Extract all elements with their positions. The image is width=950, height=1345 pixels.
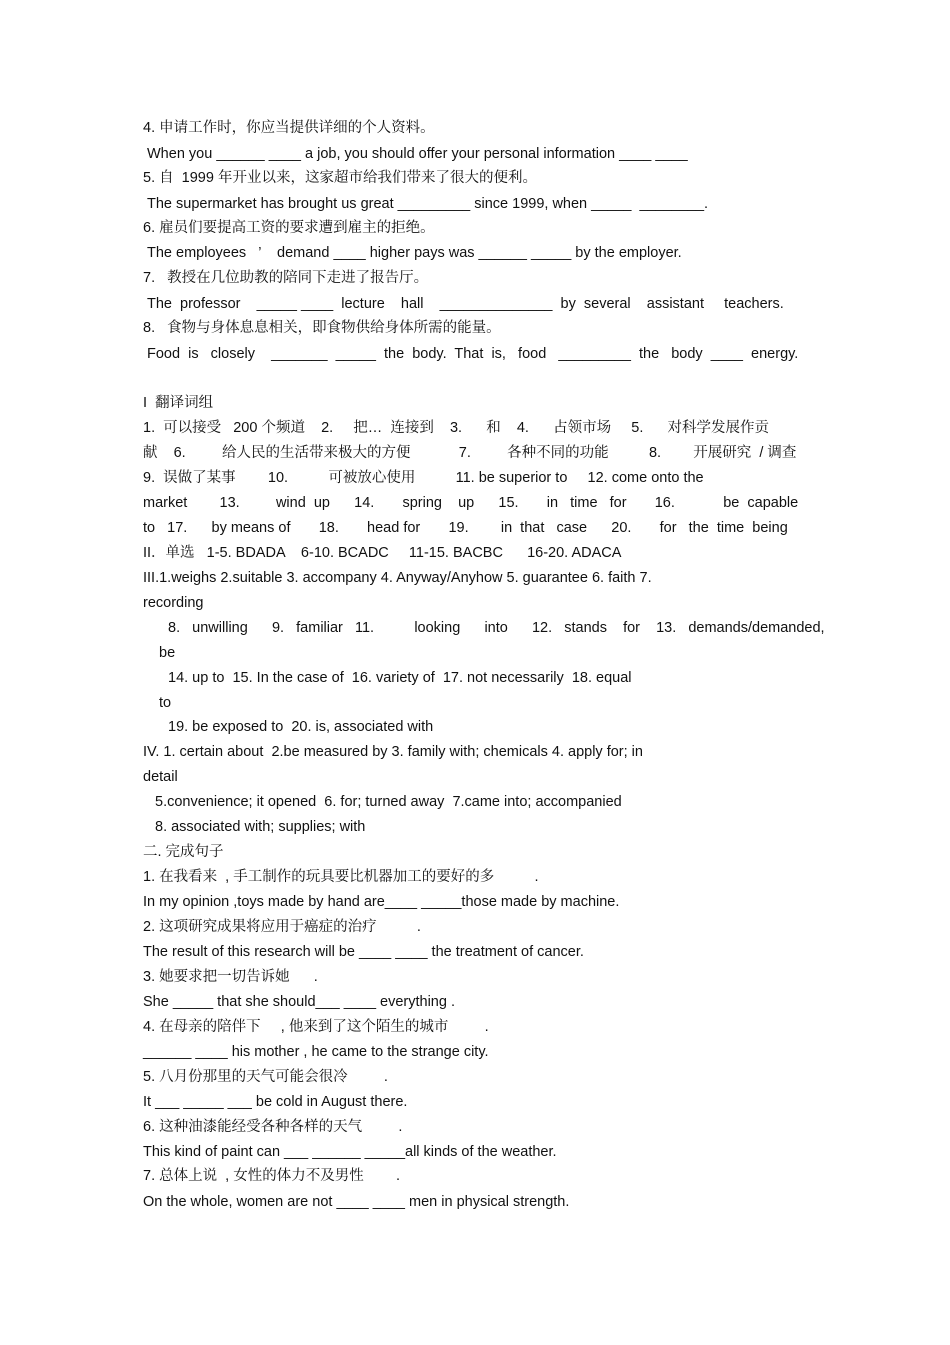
answer-line: 5.convenience; it opened 6. for; turned away 7.came into; accompanied	[155, 794, 622, 810]
sentence-6-chinese: 6. 这种油漆能经受各种各样的天气 .	[143, 1119, 403, 1135]
q7-english: The professor _____ ____ lecture hall ______________ by several assistant teachers.	[147, 296, 784, 312]
section-translate-phrases-heading: I 翻译词组	[143, 395, 214, 411]
sentence-4-english: ______ ____ his mother , he came to the strange city.	[143, 1044, 489, 1060]
q5-english: The supermarket has brought us great _________ since 1999, when _____ ________.	[147, 196, 709, 212]
sentence-7-english: On the whole, women are not ____ ____ men in physical strength.	[143, 1194, 570, 1210]
q7-chinese: 7. 教授在几位助教的陪同下走进了报告厅。	[143, 270, 429, 286]
sentence-5-chinese: 5. 八月份那里的天气可能会很冷 .	[143, 1069, 388, 1085]
answer-line: 献 6. 给人民的生活带来极大的方便 7. 各种不同的功能 8. 开展研究 / 调查	[143, 445, 797, 461]
answer-line: 19. be exposed to 20. is, associated with	[168, 719, 434, 735]
answer-line: 14. up to 15. In the case of 16. variety of 17. not necessarily 18. equal	[168, 670, 632, 686]
q4-chinese: 4. 申请工作时，你应当提供详细的个人资料。	[143, 120, 435, 136]
answer-line: detail	[143, 769, 178, 785]
section-complete-sentences-heading: 二. 完成句子	[143, 844, 224, 860]
sentence-2-english: The result of this research will be ____ ____ the treatment of cancer.	[143, 944, 584, 960]
q6-chinese: 6. 雇员们要提高工资的要求遭到雇主的拒绝。	[143, 220, 435, 236]
q5-chinese: 5. 自 1999 年开业以来，这家超市给我们带来了很大的便利。	[143, 170, 537, 186]
sentence-5-english: It ___ _____ ___ be cold in August there.	[143, 1094, 408, 1110]
sentence-3-chinese: 3. 她要求把一切告诉她 .	[143, 969, 318, 985]
q8-english: Food is closely _______ _____ the body. That is, food _________ the body ____ energy.	[147, 346, 799, 362]
sentence-1-english: In my opinion ,toys made by hand are____ _____those made by machine.	[143, 894, 620, 910]
sentence-2-chinese: 2. 这项研究成果将应用于癌症的治疗 .	[143, 919, 421, 935]
q4-english: When you ______ ____ a job, you should offer your personal information ____ ____	[147, 146, 688, 162]
sentence-1-chinese: 1. 在我看来 , 手工制作的玩具要比机器加工的要好的多 .	[143, 869, 539, 885]
q8-chinese: 8. 食物与身体息息相关，即食物供给身体所需的能量。	[143, 320, 501, 336]
answer-line: 1. 可以接受 200 个频道 2. 把… 连接到 3. 和 4. 占领市场 5. 对科学发展作贡	[143, 420, 770, 436]
section-ii-answers: II．单选 1-5. BDADA 6-10. BCADC 11-15. BACBC 16-20. ADACA	[143, 545, 622, 561]
answer-line: recording	[143, 595, 204, 611]
answer-line: be	[159, 645, 176, 661]
sentence-3-english: She _____ that she should___ ____ everything .	[143, 994, 455, 1010]
q6-english: The employees ’ demand ____ higher pays was ______ _____ by the employer.	[147, 245, 682, 261]
answer-line: 9. 误做了某事 10. 可被放心使用 11. be superior to 12. come onto the	[143, 470, 704, 486]
section-iii-answers: III.1.weighs 2.suitable 3. accompany 4. Anyway/Anyhow 5. guarantee 6. faith 7.	[143, 570, 652, 586]
answer-line: market 13. wind up 14. spring up 15. in time for 16. be capable	[143, 495, 799, 511]
section-iv-answers: IV. 1. certain about 2.be measured by 3. family with; chemicals 4. apply for; in	[143, 744, 643, 760]
sentence-7-chinese: 7. 总体上说 , 女性的体力不及男性 .	[143, 1168, 400, 1184]
answer-line: 8. associated with; supplies; with	[155, 819, 366, 835]
answer-line: 8. unwilling 9. familiar 11. looking into 12. stands for 13. demands/demanded,	[168, 620, 825, 636]
answer-line: to 17. by means of 18. head for 19. in that case 20. for the time being	[143, 520, 788, 536]
answer-line: to	[159, 695, 172, 711]
sentence-4-chinese: 4. 在母亲的陪伴下 , 他来到了这个陌生的城市 .	[143, 1019, 489, 1035]
sentence-6-english: This kind of paint can ___ ______ _____all kinds of the weather.	[143, 1144, 557, 1160]
